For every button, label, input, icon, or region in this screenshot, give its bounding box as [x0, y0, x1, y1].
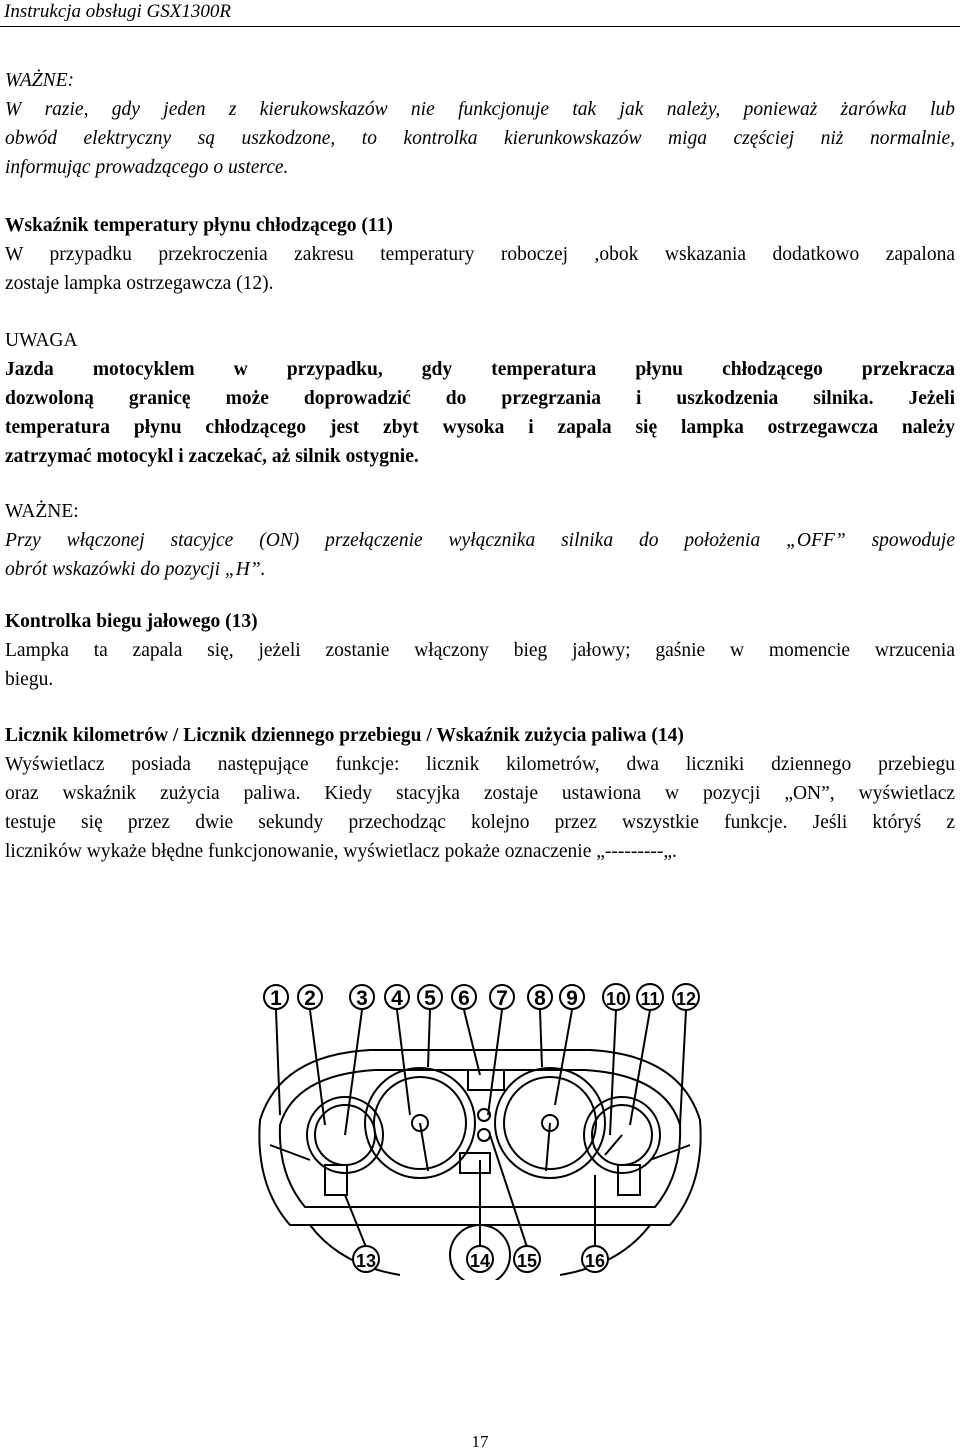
paragraph-line: zatrzymać motocykl i zaczekać, aż silnik ostygnie.: [5, 446, 419, 467]
paragraph-line: W razie, gdy jeden z kierukowskazów nie funkcjonuje tak jak należy, ponieważ żarówka lub: [5, 99, 955, 120]
paragraph-line: dozwoloną granicę może doprowadzić do przegrzania i uszkodzenia silnika. Jeżeli: [5, 388, 955, 409]
paragraph-line: biegu.: [5, 669, 54, 690]
header-rule: [0, 26, 960, 27]
callout-7: 7: [496, 987, 508, 1010]
paragraph-line: Jazda motocyklem w przypadku, gdy temperatura płynu chłodzącego przekracza: [5, 359, 955, 380]
callout-16: 16: [584, 1251, 606, 1271]
wazne-label: WAŻNE:: [5, 501, 79, 522]
callout-1: 1: [270, 987, 282, 1010]
section-heading: Licznik kilometrów / Licznik dziennego przebiegu / Wskaźnik zużycia paliwa (14): [5, 725, 684, 746]
paragraph-line: oraz wskaźnik zużycia paliwa. Kiedy stacyjka zostaje ustawiona w pozycji „ON”, wyświetlacz: [5, 783, 955, 804]
callout-6: 6: [458, 987, 470, 1010]
instrument-panel-figure: [250, 975, 710, 1280]
paragraph-line: informując prowadzącego o usterce.: [5, 157, 289, 178]
uwaga-label: UWAGA: [5, 330, 78, 351]
uwaga-warning: [5, 326, 955, 471]
callout-10: 10: [605, 989, 627, 1009]
callout-3: 3: [356, 987, 368, 1010]
wazne-note-1: [5, 66, 955, 182]
callouts-top: [264, 984, 699, 1010]
callout-15: 15: [516, 1251, 538, 1271]
section-heading: Wskaźnik temperatury płynu chłodzącego (11): [5, 215, 393, 236]
wazne-label: WAŻNE:: [5, 70, 75, 91]
temperature-section: [5, 211, 955, 298]
paragraph-line: Wyświetlacz posiada następujące funkcje: licznik kilometrów, dwa liczniki dziennego przebiegu: [5, 754, 955, 775]
callout-14: 14: [469, 1251, 491, 1271]
callout-4: 4: [391, 987, 403, 1010]
paragraph-line: liczników wykaże błędne funkcjonowanie, wyświetlacz pokaże oznaczenie „---------„.: [5, 841, 677, 862]
paragraph-line: temperatura płynu chłodzącego jest zbyt wysoka i zapala się lampka ostrzegawcza należy: [5, 417, 955, 438]
callout-13: 13: [355, 1251, 377, 1271]
document-header: Instrukcja obsługi GSX1300R: [4, 1, 231, 22]
wazne-note-2: [5, 497, 955, 584]
callout-11: 11: [640, 989, 660, 1009]
section-heading: Kontrolka biegu jałowego (13): [5, 611, 258, 632]
callout-2: 2: [304, 987, 316, 1010]
neutral-section: [5, 607, 955, 694]
paragraph-line: W przypadku przekroczenia zakresu temperatury roboczej ,obok wskazania dodatkowo zapalona: [5, 244, 955, 265]
callouts-bottom: [353, 1246, 608, 1272]
callout-5: 5: [424, 987, 436, 1010]
paragraph-line: zostaje lampka ostrzegawcza (12).: [5, 273, 274, 294]
callout-8: 8: [534, 987, 546, 1010]
callout-9: 9: [566, 987, 578, 1010]
paragraph-line: Lampka ta zapala się, jeżeli zostanie włączony bieg jałowy; gaśnie w momencie wrzucenia: [5, 640, 955, 661]
odometer-section: [5, 721, 955, 866]
paragraph-line: obwód elektryczny są uszkodzone, to kontrolka kierunkowskazów miga częściej niż normalnie,: [5, 128, 955, 149]
paragraph-line: testuje się przez dwie sekundy przechodząc kolejno przez wszystkie funkcje. Jeśli któryś z: [5, 812, 955, 833]
paragraph-line: obrót wskazówki do pozycji „H”.: [5, 559, 266, 580]
callout-12: 12: [675, 989, 697, 1009]
paragraph-line: Przy włączonej stacyjce (ON) przełączenie wyłącznika silnika do położenia „OFF” spowoduje: [5, 530, 955, 551]
page-number: 17: [471, 1432, 489, 1451]
